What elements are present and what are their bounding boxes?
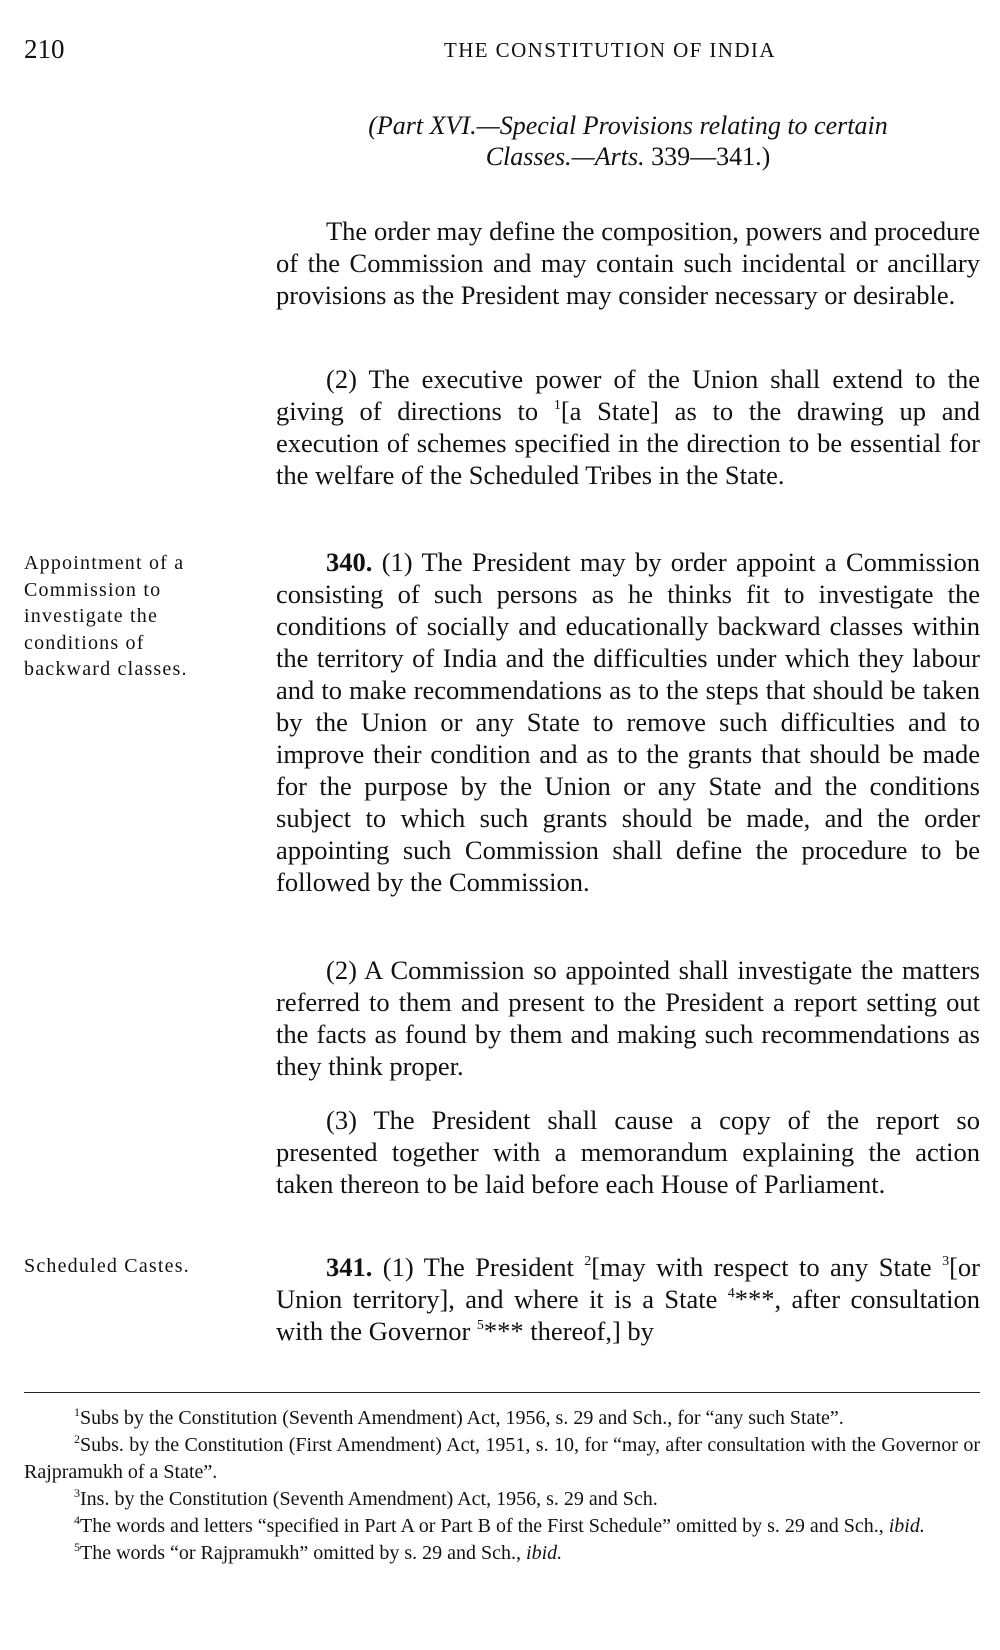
paragraph-text [276,1251,980,1347]
article-number: 340. [326,547,373,577]
text-span: (2) The executive power of the Union shall extend to the giving of directions to [276,364,980,426]
footnote-text: The words “or Rajpramukh” omitted by s. 29 and Sch., [80,1542,527,1564]
footnote-text: Subs by the Constitution (Seventh Amendment) Act, 1956, s. 29 and Sch., for “any such State”. [80,1407,844,1429]
part-heading-range: 339—341.) [644,142,771,171]
article-340-clause-1 [276,546,980,898]
running-title: THE CONSTITUTION OF INDIA [444,38,776,62]
margin-note-article-340: Appointment of a Commission to investigate the conditions of backward classes. [24,552,188,680]
footnote-ibid: ibid. [526,1542,563,1564]
footnote-4 [24,1513,980,1540]
paragraph-order-define [276,215,980,311]
text-span: [or Union territory], and where it is a State [276,1252,980,1314]
text-span: (1) The President may by order appoint a Commission consisting of such persons as he thinks fit to investigate the conditions of socially and educationally backward classes within the territory of India and the difficulties under which they labour and to make recommendations as to the steps that should be taken by the Union or any State to remove such difficulties and to improve their condition and as to the grants that should be made for the purpose by the Union or any State and the conditions subject to which such grants should be made, and the order appointing such Commission shall define the procedure to be followed by the Commission. [276,547,980,897]
article-340-clause-2 [276,954,980,1082]
footnote-1 [24,1405,980,1432]
margin-note-article-341: Scheduled Castes. [24,1255,190,1277]
paragraph-text: (3) The President shall cause a copy of the report so presented together with a memorandum explaining the action taken thereon to be laid before each House of Parliament. [276,1105,980,1199]
footnote-5 [24,1540,980,1567]
footnote-text: Subs. by the Constitution (First Amendment) Act, 1951, s. 10, for “may, after consultation with the Governor or Rajpramukh of a State”. [24,1434,980,1483]
article-number: 341. [326,1252,373,1282]
part-heading-line-1: (Part XVI.—Special Provisions relating to certain [368,111,888,140]
page-number: 210 [24,34,65,64]
article-340-clause-3 [276,1104,980,1200]
footnote-text: Ins. by the Constitution (Seventh Amendment) Act, 1956, s. 29 and Sch. [80,1488,658,1510]
footnote-ref-1: 1 [553,398,561,413]
footnote-ref-3: 3 [942,1254,950,1269]
footnote-mark: 2 [74,1432,80,1446]
article-341-clause-1 [276,1251,980,1347]
footnote-divider [24,1392,980,1393]
page-header [24,34,980,70]
part-heading-line-2 [276,141,980,172]
text-span: ***, after consultation with the Governor [276,1284,981,1346]
part-heading [276,110,980,172]
text-span: (1) The President [372,1252,585,1282]
part-heading-arts: Classes.—Arts. [485,142,645,171]
footnote-ref-4: 4 [727,1286,735,1301]
footnote-ref-2: 2 [584,1254,592,1269]
footnote-text: The words and letters “specified in Part A or Part B of the First Schedule” omitted by s. 29 and Sch., [80,1515,889,1537]
footnote-mark: 5 [74,1540,80,1554]
footnote-mark: 4 [74,1513,80,1527]
text-span: [may with respect to any State [591,1252,943,1282]
footnote-mark: 3 [74,1486,80,1500]
text-span: *** thereof,] by [483,1316,654,1346]
paragraph-text: The order may define the composition, powers and procedure of the Commission and may contain such incidental or ancillary provisions as the President may consider necessary or desirable. [276,216,980,310]
paragraph-text [276,546,980,898]
footnote-mark: 1 [74,1405,80,1419]
footnote-ref-5: 5 [476,1318,484,1333]
footnote-3 [24,1486,980,1513]
paragraph-text: (2) A Commission so appointed shall investigate the matters referred to them and present to the President a report setting out the facts as found by them and making such recommendations as they think proper. [276,955,980,1081]
text-span: [a State] as to the drawing up and execution of schemes specified in the direction to be essential for the welfare of the Scheduled Tribes in the State. [276,396,980,490]
footnote-2 [24,1432,980,1486]
footnotes [24,1405,980,1567]
paragraph-executive-power [276,363,980,491]
footnote-ibid: ibid. [888,1515,925,1537]
paragraph-text [276,363,980,491]
